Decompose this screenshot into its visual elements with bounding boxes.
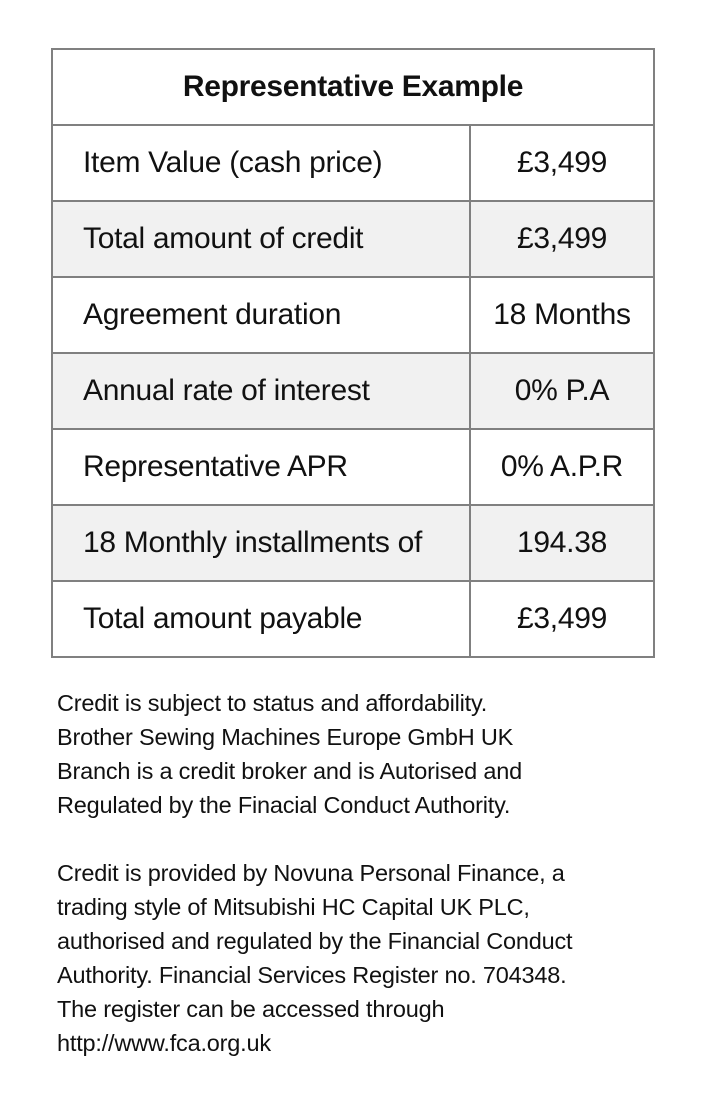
- note-line: The register can be accessed through: [57, 996, 445, 1022]
- row-value: 0% P.A: [514, 374, 610, 407]
- row-value: £3,499: [517, 146, 607, 179]
- note-line: Brother Sewing Machines Europe GmbH UK: [57, 724, 514, 750]
- table-row: [53, 354, 653, 430]
- table-title: Representative Example: [53, 50, 653, 126]
- representative-example-table: [51, 48, 655, 658]
- row-label: Total amount payable: [53, 582, 471, 656]
- row-value: 18 Months: [493, 298, 631, 331]
- note-line: Credit is provided by Novuna Personal Finance, a: [57, 860, 565, 886]
- note-line: Credit is subject to status and affordability.: [57, 690, 488, 716]
- credit-provider-note: [57, 856, 677, 1060]
- table-row: [53, 430, 653, 506]
- note-line: authorised and regulated by the Financial Conduct: [57, 928, 573, 954]
- note-line: Regulated by the Finacial Conduct Authority.: [57, 792, 511, 818]
- fca-url: http://www.fca.org.uk: [57, 1030, 271, 1056]
- table-row: [53, 278, 653, 354]
- row-value: £3,499: [517, 222, 607, 255]
- row-label: Representative APR: [53, 430, 471, 504]
- row-value: 0% A.P.R: [500, 450, 624, 483]
- row-label: 18 Monthly installments of: [53, 506, 471, 580]
- row-value: 194.38: [517, 526, 607, 559]
- note-line: Branch is a credit broker and is Autorised and: [57, 758, 522, 784]
- table-row: [53, 202, 653, 278]
- row-label: Total amount of credit: [53, 202, 471, 276]
- table-row: [53, 506, 653, 582]
- row-value: £3,499: [517, 602, 607, 635]
- row-label: Annual rate of interest: [53, 354, 471, 428]
- note-line: trading style of Mitsubishi HC Capital UK PLC,: [57, 894, 530, 920]
- table-row: [53, 126, 653, 202]
- credit-broker-note: [57, 686, 677, 822]
- table-row: [53, 582, 653, 656]
- row-label: Item Value (cash price): [53, 126, 471, 200]
- note-line: Authority. Financial Services Register no. 704348.: [57, 962, 567, 988]
- row-label: Agreement duration: [53, 278, 471, 352]
